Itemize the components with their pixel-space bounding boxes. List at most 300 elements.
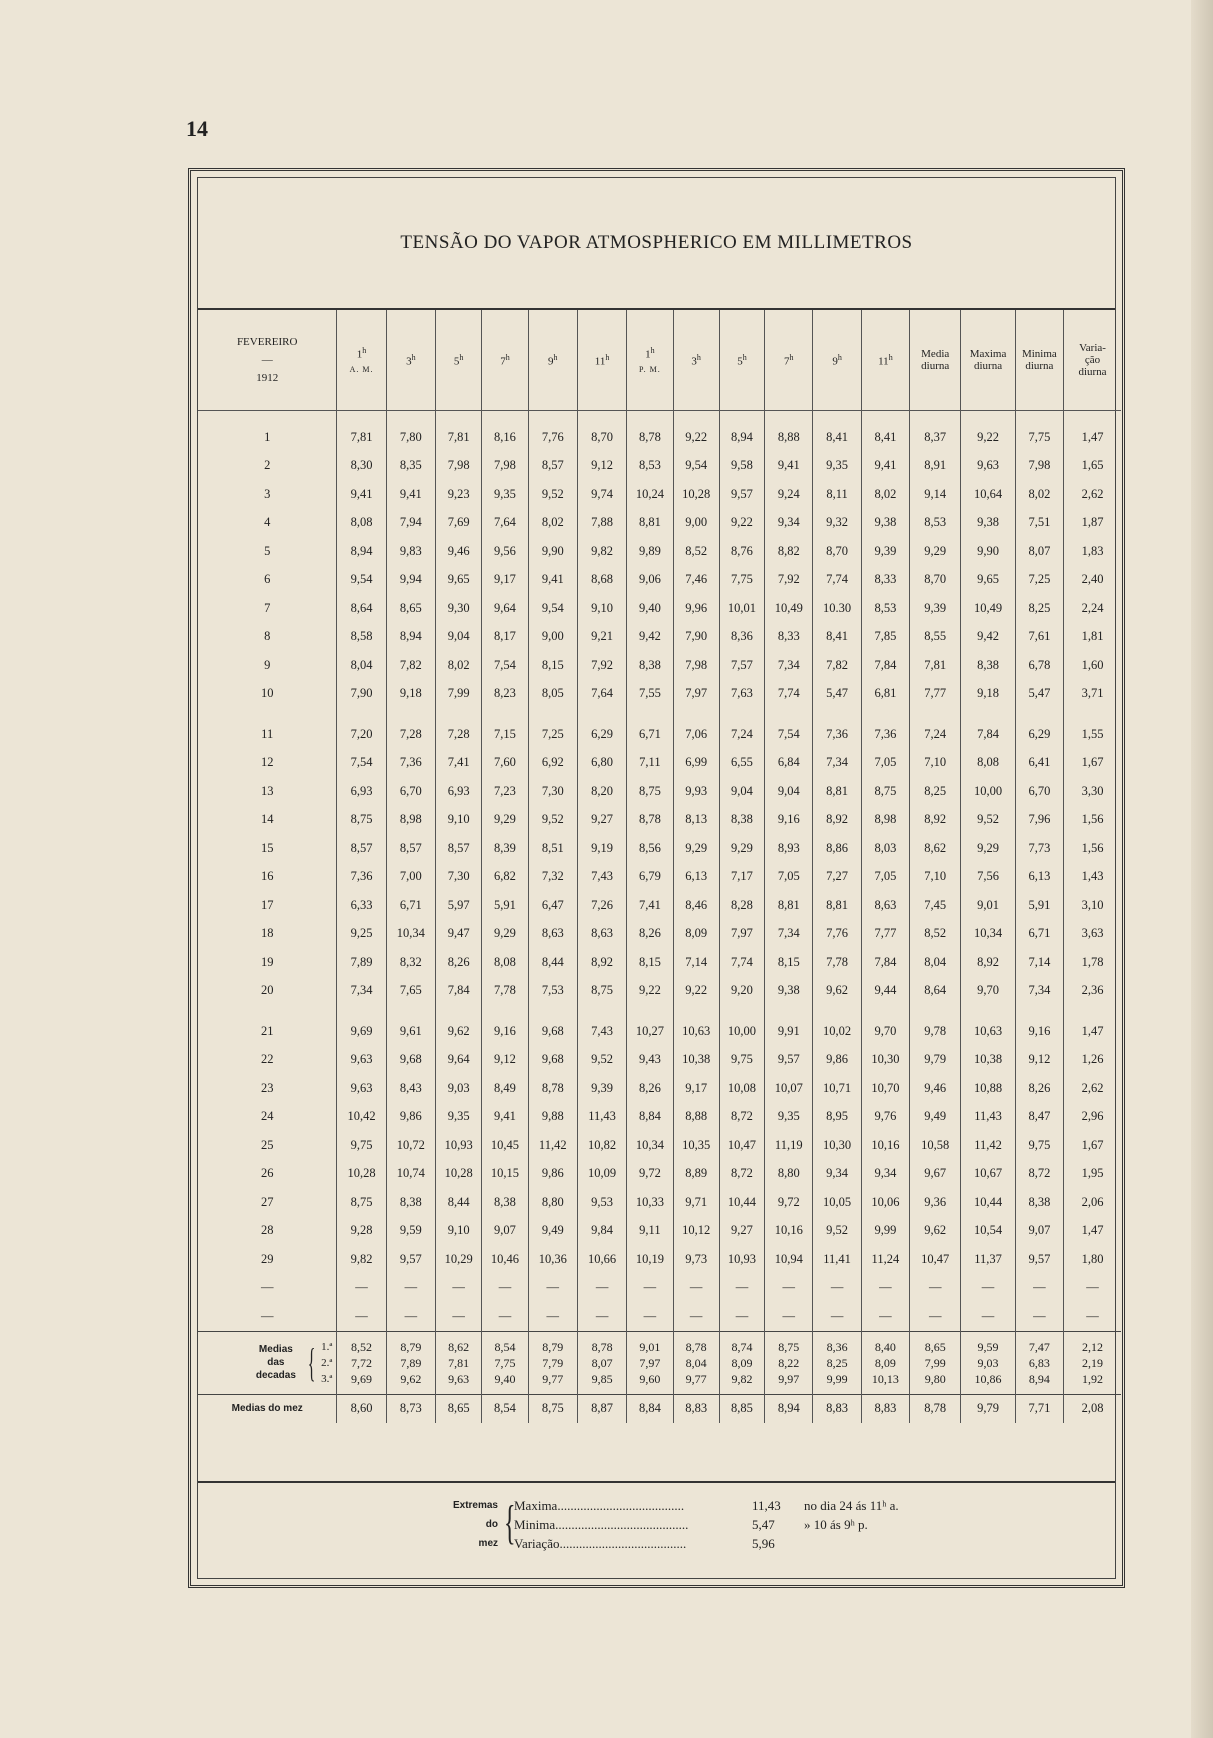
value-cell: 9,69 bbox=[337, 1017, 386, 1046]
value-cell: 7,82 bbox=[813, 651, 861, 680]
value-cell: 8,68 bbox=[577, 566, 626, 595]
value-cell: 8,75 bbox=[337, 1188, 386, 1217]
value-cell: 7,65 bbox=[386, 977, 435, 1006]
value-cell: 7,14 bbox=[673, 948, 719, 977]
value-cell: 9,86 bbox=[528, 1160, 577, 1189]
decade-3-value: 9,77 bbox=[685, 1371, 707, 1386]
value-cell: 9,62 bbox=[436, 1017, 482, 1046]
value-cell: 7,11 bbox=[627, 749, 673, 778]
value-cell: 8,58 bbox=[337, 623, 386, 652]
value-cell: 9,16 bbox=[1015, 1017, 1063, 1046]
value-cell: 9,43 bbox=[627, 1046, 673, 1075]
value-cell: 9,32 bbox=[813, 509, 861, 538]
spacer-cell bbox=[436, 411, 482, 424]
value-cell: 10,06 bbox=[861, 1188, 909, 1217]
day-number: 13 bbox=[260, 783, 274, 798]
value-cell: 7,81 bbox=[436, 423, 482, 452]
value-cell: 8,75 bbox=[861, 777, 909, 806]
value-cell: 9,83 bbox=[386, 537, 435, 566]
value-cell: 9,70 bbox=[861, 1017, 909, 1046]
value-cell: 7,24 bbox=[910, 720, 961, 749]
table-frame bbox=[188, 168, 1125, 1588]
value-cell: 8,13 bbox=[673, 806, 719, 835]
value-cell: 8,72 bbox=[1015, 1160, 1063, 1189]
day-row bbox=[198, 480, 1121, 509]
value-cell: 11,43 bbox=[577, 1103, 626, 1132]
value-cell: 9,64 bbox=[482, 594, 528, 623]
value-cell: 9,04 bbox=[765, 777, 813, 806]
value-cell: 9,57 bbox=[386, 1245, 435, 1274]
decade-values bbox=[1015, 1331, 1063, 1394]
value-cell: 2,62 bbox=[1064, 480, 1121, 509]
value-cell: 9,12 bbox=[1015, 1046, 1063, 1075]
day-row bbox=[198, 452, 1121, 481]
spacer-cell bbox=[813, 708, 861, 720]
dash-cell: — bbox=[436, 1274, 482, 1303]
spacer-cell bbox=[910, 411, 961, 424]
day-row bbox=[198, 720, 1121, 749]
value-cell: 8,41 bbox=[813, 423, 861, 452]
value-cell: 11,19 bbox=[765, 1131, 813, 1160]
dash-cell: — bbox=[961, 1302, 1015, 1331]
value-cell: 7,90 bbox=[337, 680, 386, 709]
day-row bbox=[198, 566, 1121, 595]
day-number: 12 bbox=[260, 755, 274, 770]
value-cell: 9,73 bbox=[673, 1245, 719, 1274]
value-cell: 10,46 bbox=[482, 1245, 528, 1274]
extreme-maxima: Maxima....................................... 11,43 no dia 24 ás 11ʰ a. bbox=[514, 1498, 899, 1513]
value-cell: 2,62 bbox=[1064, 1074, 1121, 1103]
value-cell: 9,34 bbox=[765, 509, 813, 538]
value-cell: 8,80 bbox=[528, 1188, 577, 1217]
book-spine bbox=[1191, 0, 1213, 1738]
value-cell: 8,52 bbox=[910, 920, 961, 949]
decade-2-value: 7,81 bbox=[448, 1355, 470, 1370]
decade-2-value: 8,09 bbox=[874, 1355, 896, 1370]
value-cell: 8,08 bbox=[482, 948, 528, 977]
value-cell: 9,41 bbox=[482, 1103, 528, 1132]
value-cell: 9,63 bbox=[337, 1074, 386, 1103]
day-number: 25 bbox=[260, 1137, 274, 1152]
brace-icon: { bbox=[504, 1496, 516, 1549]
value-cell: 9,17 bbox=[482, 566, 528, 595]
variacao-diurna-header: Varia- ção diurna bbox=[1064, 310, 1121, 411]
value-cell: 6,33 bbox=[337, 891, 386, 920]
value-cell: 9,40 bbox=[627, 594, 673, 623]
decade-2-value: 2,19 bbox=[1082, 1355, 1104, 1370]
value-cell: 7,74 bbox=[813, 566, 861, 595]
value-cell: 8,98 bbox=[861, 806, 909, 835]
value-cell: 9,54 bbox=[673, 452, 719, 481]
day-row bbox=[198, 834, 1121, 863]
value-cell: 8,37 bbox=[910, 423, 961, 452]
day-row bbox=[198, 891, 1121, 920]
value-cell: 3,10 bbox=[1064, 891, 1121, 920]
value-cell: 7,06 bbox=[673, 720, 719, 749]
value-cell: 7,14 bbox=[1015, 948, 1063, 977]
value-cell: 9,35 bbox=[765, 1103, 813, 1132]
decade-2-value: 6,83 bbox=[1028, 1355, 1050, 1370]
spacer-cell bbox=[765, 708, 813, 720]
spacer-row bbox=[198, 1005, 1121, 1017]
day-row bbox=[198, 777, 1121, 806]
day-row bbox=[198, 977, 1121, 1006]
value-cell: 9,00 bbox=[528, 623, 577, 652]
month-mean-value: 8,87 bbox=[577, 1394, 626, 1423]
value-cell: 9,12 bbox=[577, 452, 626, 481]
value-cell: 2,96 bbox=[1064, 1103, 1121, 1132]
spacer-row bbox=[198, 411, 1121, 424]
value-cell: 10,63 bbox=[961, 1017, 1015, 1046]
pm-label: P. M. bbox=[639, 364, 661, 374]
brace-icon: { bbox=[307, 1340, 316, 1385]
value-cell: 9,93 bbox=[673, 777, 719, 806]
day-row bbox=[198, 623, 1121, 652]
spacer-cell bbox=[482, 411, 528, 424]
decade-3-value: 9,63 bbox=[448, 1371, 470, 1386]
value-cell: 9,38 bbox=[961, 509, 1015, 538]
value-cell: 7,76 bbox=[813, 920, 861, 949]
value-cell: 8,92 bbox=[910, 806, 961, 835]
hour-header: 5$^h$ bbox=[719, 310, 764, 411]
spacer-cell bbox=[337, 1005, 386, 1017]
value-cell: 6,80 bbox=[577, 749, 626, 778]
value-cell: 9,35 bbox=[482, 480, 528, 509]
value-cell: 9,29 bbox=[719, 834, 764, 863]
month-mean-value: 9,79 bbox=[961, 1394, 1015, 1423]
value-cell: 8,41 bbox=[813, 623, 861, 652]
spacer-cell bbox=[577, 708, 626, 720]
decade-values bbox=[765, 1331, 813, 1394]
value-cell: 10,27 bbox=[627, 1017, 673, 1046]
hour-header: 7$^h$ bbox=[765, 310, 813, 411]
value-cell: 7,77 bbox=[861, 920, 909, 949]
value-cell: 9,16 bbox=[765, 806, 813, 835]
value-cell: 7,43 bbox=[577, 863, 626, 892]
value-cell: 10,30 bbox=[861, 1046, 909, 1075]
value-cell: 10,42 bbox=[337, 1103, 386, 1132]
decade-3-value: 9,60 bbox=[639, 1371, 661, 1386]
decade-3-value: 9,77 bbox=[542, 1371, 564, 1386]
day-number: 22 bbox=[260, 1052, 274, 1067]
value-cell: 10,49 bbox=[765, 594, 813, 623]
value-cell: 10,05 bbox=[813, 1188, 861, 1217]
hour-header: 7$^h$ bbox=[482, 310, 528, 411]
spacer-cell bbox=[719, 708, 764, 720]
value-cell: 9,91 bbox=[765, 1017, 813, 1046]
value-cell: 7,61 bbox=[1015, 623, 1063, 652]
value-cell: 8,75 bbox=[627, 777, 673, 806]
value-cell: 8,35 bbox=[386, 452, 435, 481]
decade-3-value: 9,69 bbox=[351, 1371, 373, 1386]
value-cell: 8,57 bbox=[436, 834, 482, 863]
value-cell: 7,36 bbox=[337, 863, 386, 892]
day-number: 1 bbox=[264, 429, 271, 444]
spacer-cell bbox=[673, 708, 719, 720]
decade-1-value: 8,74 bbox=[731, 1339, 753, 1354]
value-cell: 9,00 bbox=[673, 509, 719, 538]
value-cell: 9,22 bbox=[673, 423, 719, 452]
decade-ordinals: 1.ª 2.ª 3.ª bbox=[321, 1340, 333, 1385]
value-cell: 2,06 bbox=[1064, 1188, 1121, 1217]
value-cell: 7,34 bbox=[813, 749, 861, 778]
value-cell: 10,07 bbox=[765, 1074, 813, 1103]
value-cell: 9,46 bbox=[436, 537, 482, 566]
spacer-cell bbox=[337, 411, 386, 424]
value-cell: 7,64 bbox=[577, 680, 626, 709]
decade-values bbox=[337, 1331, 386, 1394]
spacer-cell bbox=[198, 411, 337, 424]
value-cell: 9,72 bbox=[627, 1160, 673, 1189]
spacer-cell bbox=[1064, 1005, 1121, 1017]
value-cell: 8,38 bbox=[627, 651, 673, 680]
value-cell: 9,29 bbox=[673, 834, 719, 863]
day-row bbox=[198, 863, 1121, 892]
value-cell: 8,02 bbox=[528, 509, 577, 538]
value-cell: 8,64 bbox=[910, 977, 961, 1006]
value-cell: 8,38 bbox=[386, 1188, 435, 1217]
value-cell: 9,04 bbox=[719, 777, 764, 806]
value-cell: 7,34 bbox=[765, 651, 813, 680]
spacer-cell bbox=[719, 1005, 764, 1017]
value-cell: 11,43 bbox=[961, 1103, 1015, 1132]
dash-cell: — bbox=[482, 1302, 528, 1331]
value-cell: 8,47 bbox=[1015, 1103, 1063, 1132]
value-cell: 9,12 bbox=[482, 1046, 528, 1075]
value-cell: 9,82 bbox=[577, 537, 626, 566]
value-cell: 8,94 bbox=[337, 537, 386, 566]
dash-cell: — bbox=[627, 1274, 673, 1303]
value-cell: 10,16 bbox=[861, 1131, 909, 1160]
decade-1-value: 9,59 bbox=[977, 1339, 999, 1354]
value-cell: 2,40 bbox=[1064, 566, 1121, 595]
value-cell: 8,32 bbox=[386, 948, 435, 977]
decade-values bbox=[1064, 1331, 1121, 1394]
dash-cell: — bbox=[1015, 1274, 1063, 1303]
decade-3-value: 9,80 bbox=[924, 1371, 946, 1386]
value-cell: 8,53 bbox=[910, 509, 961, 538]
value-cell: 7,75 bbox=[1015, 423, 1063, 452]
hour-header: 5$^h$ bbox=[436, 310, 482, 411]
month-mean-value: 8,75 bbox=[528, 1394, 577, 1423]
value-cell: 8,70 bbox=[813, 537, 861, 566]
value-cell: 10,00 bbox=[719, 1017, 764, 1046]
bottom-rule bbox=[198, 1481, 1115, 1483]
value-cell: 9,18 bbox=[386, 680, 435, 709]
month-mean-value: 7,71 bbox=[1015, 1394, 1063, 1423]
spacer-cell bbox=[861, 411, 909, 424]
spacer-cell bbox=[436, 1005, 482, 1017]
month-header bbox=[198, 310, 337, 411]
value-cell: 1,95 bbox=[1064, 1160, 1121, 1189]
spacer-cell bbox=[765, 1005, 813, 1017]
decade-1-value: 8,62 bbox=[448, 1339, 470, 1354]
day-number: 28 bbox=[260, 1223, 274, 1238]
value-cell: 8,15 bbox=[627, 948, 673, 977]
value-cell: 9,36 bbox=[910, 1188, 961, 1217]
value-cell: 8,88 bbox=[673, 1103, 719, 1132]
value-cell: 10,63 bbox=[673, 1017, 719, 1046]
day-number: 7 bbox=[264, 600, 271, 615]
value-cell: 10,64 bbox=[961, 480, 1015, 509]
day-number: 6 bbox=[264, 572, 271, 587]
spacer-cell bbox=[813, 411, 861, 424]
value-cell: 7,78 bbox=[482, 977, 528, 1006]
value-cell: 8,78 bbox=[528, 1074, 577, 1103]
value-cell: 9,52 bbox=[813, 1217, 861, 1246]
value-cell: 7,05 bbox=[861, 749, 909, 778]
value-cell: 8,15 bbox=[528, 651, 577, 680]
extreme-variacao: Variação....................................... 5,96 bbox=[514, 1536, 775, 1551]
value-cell: 8,04 bbox=[337, 651, 386, 680]
value-cell: 7,89 bbox=[337, 948, 386, 977]
value-cell: 7,34 bbox=[337, 977, 386, 1006]
value-cell: 7,77 bbox=[910, 680, 961, 709]
value-cell: 9,17 bbox=[673, 1074, 719, 1103]
value-cell: 9,54 bbox=[528, 594, 577, 623]
value-cell: 9,10 bbox=[436, 806, 482, 835]
value-cell: 8,92 bbox=[961, 948, 1015, 977]
value-cell: 9,22 bbox=[673, 977, 719, 1006]
value-cell: 9,71 bbox=[673, 1188, 719, 1217]
value-cell: 10,47 bbox=[719, 1131, 764, 1160]
value-cell: 7,92 bbox=[765, 566, 813, 595]
value-cell: 9,86 bbox=[386, 1103, 435, 1132]
value-cell: 7,26 bbox=[577, 891, 626, 920]
value-cell: 8,56 bbox=[627, 834, 673, 863]
value-cell: 9,06 bbox=[627, 566, 673, 595]
value-cell: 7,17 bbox=[719, 863, 764, 892]
value-cell: 9,75 bbox=[1015, 1131, 1063, 1160]
table-frame-inner bbox=[197, 177, 1116, 1579]
value-cell: 7,54 bbox=[765, 720, 813, 749]
value-cell: 10,54 bbox=[961, 1217, 1015, 1246]
hour-header: 9$^h$ bbox=[813, 310, 861, 411]
value-cell: 9,70 bbox=[961, 977, 1015, 1006]
value-cell: 6,13 bbox=[1015, 863, 1063, 892]
value-cell: 8,72 bbox=[719, 1103, 764, 1132]
value-cell: 7,55 bbox=[627, 680, 673, 709]
value-cell: 10,71 bbox=[813, 1074, 861, 1103]
dash-cell: — bbox=[719, 1274, 764, 1303]
spacer-cell bbox=[627, 1005, 673, 1017]
value-cell: 7,34 bbox=[1015, 977, 1063, 1006]
value-cell: 8,39 bbox=[482, 834, 528, 863]
day-number: 26 bbox=[260, 1166, 274, 1181]
dash-cell: — bbox=[765, 1274, 813, 1303]
spacer-cell bbox=[910, 708, 961, 720]
value-cell: 10.30 bbox=[813, 594, 861, 623]
value-cell: 6,71 bbox=[386, 891, 435, 920]
decade-1-value: 8,52 bbox=[351, 1339, 373, 1354]
decade-label-text: Medias das decadas bbox=[255, 1344, 296, 1381]
spacer-cell bbox=[528, 1005, 577, 1017]
spacer-cell bbox=[528, 411, 577, 424]
day-number: 15 bbox=[260, 840, 274, 855]
dash-cell: — bbox=[528, 1302, 577, 1331]
value-cell: 9,44 bbox=[861, 977, 909, 1006]
day-number: 18 bbox=[260, 926, 274, 941]
value-cell: 8,57 bbox=[528, 452, 577, 481]
dash-cell: — bbox=[719, 1302, 764, 1331]
month-means-row bbox=[198, 1394, 1121, 1423]
value-cell: 11,42 bbox=[528, 1131, 577, 1160]
value-cell: 8,25 bbox=[1015, 594, 1063, 623]
spacer-cell bbox=[1015, 708, 1063, 720]
dash-cell: — bbox=[1064, 1274, 1121, 1303]
value-cell: 9,62 bbox=[813, 977, 861, 1006]
decade-means-row bbox=[198, 1331, 1121, 1394]
value-cell: 9,79 bbox=[910, 1046, 961, 1075]
value-cell: 9,52 bbox=[528, 806, 577, 835]
value-cell: 5,47 bbox=[1015, 680, 1063, 709]
month-means-label: Medias do mez bbox=[198, 1394, 337, 1423]
value-cell: 9,39 bbox=[861, 537, 909, 566]
value-cell: 1,80 bbox=[1064, 1245, 1121, 1274]
dash-cell: — bbox=[961, 1274, 1015, 1303]
value-cell: 7,34 bbox=[765, 920, 813, 949]
value-cell: 7,74 bbox=[719, 948, 764, 977]
value-cell: 9,14 bbox=[910, 480, 961, 509]
decade-2-value: 7,75 bbox=[494, 1355, 516, 1370]
value-cell: 8,86 bbox=[813, 834, 861, 863]
value-cell: 1,55 bbox=[1064, 720, 1121, 749]
decade-1-value: 8,78 bbox=[685, 1339, 707, 1354]
value-cell: 6,81 bbox=[861, 680, 909, 709]
value-cell: 6,79 bbox=[627, 863, 673, 892]
decade-means-label bbox=[198, 1331, 337, 1394]
value-cell: 11,37 bbox=[961, 1245, 1015, 1274]
day-number: 17 bbox=[260, 897, 274, 912]
value-cell: 7,51 bbox=[1015, 509, 1063, 538]
value-cell: 9,82 bbox=[337, 1245, 386, 1274]
value-cell: 9,41 bbox=[386, 480, 435, 509]
value-cell: 9,25 bbox=[337, 920, 386, 949]
decade-1-value: 7,47 bbox=[1028, 1339, 1050, 1354]
hour-header: 3$^h$ bbox=[673, 310, 719, 411]
hour-header: 3$^h$ bbox=[386, 310, 435, 411]
minima-diurna-header: Minima diurna bbox=[1015, 310, 1063, 411]
value-cell: 1,47 bbox=[1064, 1017, 1121, 1046]
value-cell: 10,24 bbox=[627, 480, 673, 509]
value-cell: 10,29 bbox=[436, 1245, 482, 1274]
value-cell: 1,56 bbox=[1064, 834, 1121, 863]
value-cell: 8,46 bbox=[673, 891, 719, 920]
value-cell: 7,41 bbox=[436, 749, 482, 778]
value-cell: 9,27 bbox=[577, 806, 626, 835]
value-cell: 8,98 bbox=[386, 806, 435, 835]
spacer-row bbox=[198, 708, 1121, 720]
decade-3-value: 10,13 bbox=[871, 1371, 899, 1386]
value-cell: 10,70 bbox=[861, 1074, 909, 1103]
decade-values bbox=[627, 1331, 673, 1394]
value-cell: 8,81 bbox=[813, 891, 861, 920]
value-cell: 10,93 bbox=[436, 1131, 482, 1160]
value-cell: 9,76 bbox=[861, 1103, 909, 1132]
value-cell: 8,84 bbox=[627, 1103, 673, 1132]
value-cell: 1,26 bbox=[1064, 1046, 1121, 1075]
value-cell: 9,28 bbox=[337, 1217, 386, 1246]
spacer-cell bbox=[386, 411, 435, 424]
value-cell: 9,52 bbox=[528, 480, 577, 509]
value-cell: 9,42 bbox=[627, 623, 673, 652]
value-cell: 8,26 bbox=[1015, 1074, 1063, 1103]
value-cell: 8,80 bbox=[765, 1160, 813, 1189]
value-cell: 7,81 bbox=[910, 651, 961, 680]
day-number: 24 bbox=[260, 1109, 274, 1124]
value-cell: 7,74 bbox=[765, 680, 813, 709]
value-cell: 8,38 bbox=[482, 1188, 528, 1217]
